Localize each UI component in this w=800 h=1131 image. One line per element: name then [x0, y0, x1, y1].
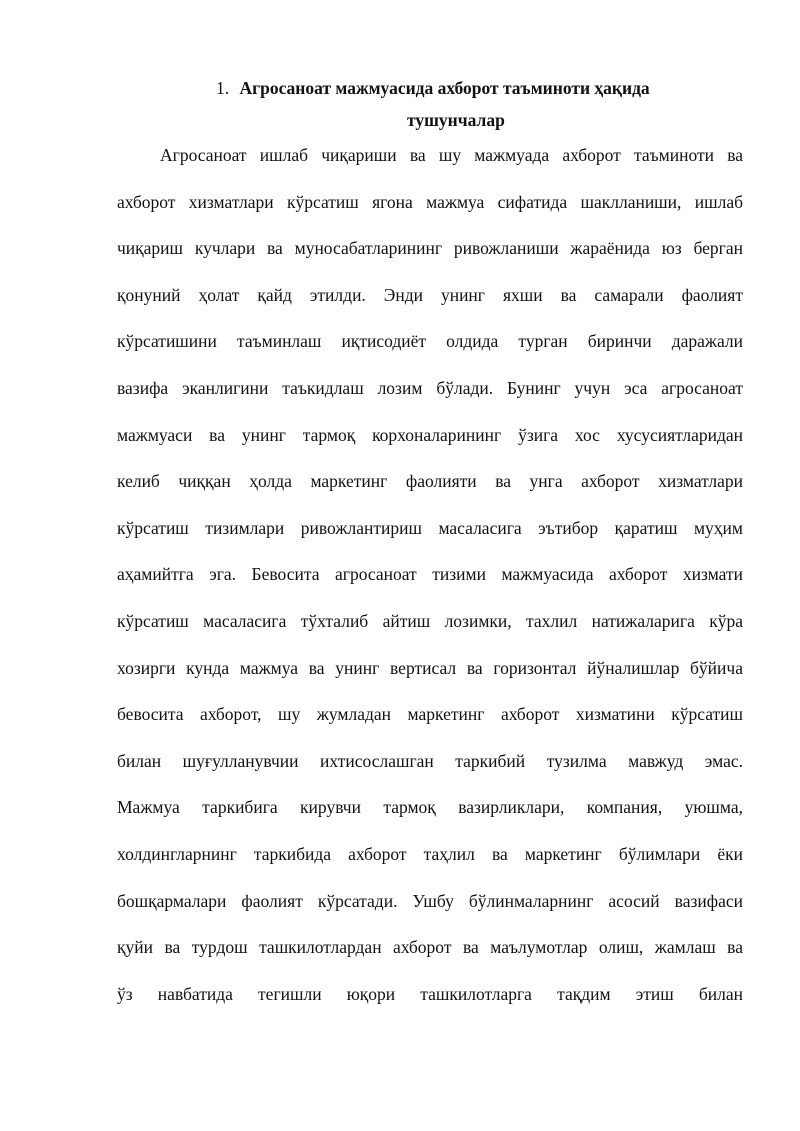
paragraph-line: мажмуаси ва унинг тармоқ корхоналарининг ўзига хос хусусиятларидан: [117, 425, 743, 445]
paragraph-line: қуйи ва турдош ташкилотлардан ахборот ва маълумотлар олиш, жамлаш ва: [117, 937, 743, 957]
paragraph-line: бошқармалари фаолият кўрсатади. Ушбу бўлинмаларнинг асосий вазифаси: [117, 891, 743, 911]
paragraph-line: холдингларнинг таркибида ахборот таҳлил ва маркетинг бўлимлари ёки: [117, 844, 743, 864]
paragraph-line: билан шуғулланувчии ихтисослашган таркибий тузилма мавжуд эмас.: [117, 751, 743, 771]
paragraph-line: бевосита ахборот, шу жумладан маркетинг ахборот хизматини кўрсатиш: [117, 704, 743, 724]
section-heading: [0, 78, 800, 98]
section-title-continuation: [0, 110, 800, 130]
section-title-line-1: Агросаноат мажмуасида ахборот таъминоти ҳақида: [239, 78, 650, 98]
paragraph-line: келиб чиққан ҳолда маркетинг фаолияти ва унга ахборот хизматлари: [117, 471, 743, 491]
paragraph-line: кўрсатиш масаласига тўхталиб айтиш лозимки, тахлил натижаларига кўра: [117, 611, 743, 631]
paragraph-line: вазифа эканлигини таъкидлаш лозим бўлади. Бунинг учун эса агросаноат: [117, 378, 743, 398]
paragraph-line: аҳамийтга эга. Бевосита агросаноат тизими мажмуасида ахборот хизмати: [117, 564, 743, 584]
section-number: 1.: [216, 78, 230, 98]
section-title-line-2: тушунчалар: [407, 110, 505, 130]
paragraph-line: ахборот хизматлари кўрсатиш ягона мажмуа сифатида шаклланиши, ишлаб: [117, 192, 743, 212]
paragraph-line: Агросаноат ишлаб чиқариши ва шу мажмуада ахборот таъминоти ва: [160, 145, 743, 165]
paragraph-line: кўрсатишини таъминлаш иқтисодиёт олдида турган биринчи даражали: [117, 331, 743, 351]
paragraph-line: Мажмуа таркибига кирувчи тармоқ вазирликлари, компания, уюшма,: [117, 797, 743, 817]
paragraph-line: ўз навбатида тегишли юқори ташкилотларга тақдим этиш билан: [117, 984, 743, 1004]
paragraph-line: хозирги кунда мажмуа ва унинг вертисал ва горизонтал йўналишлар бўйича: [117, 658, 743, 678]
paragraph-line: чиқариш кучлари ва муносабатларининг ривожланиши жараёнида юз берган: [117, 238, 743, 258]
paragraph-line: кўрсатиш тизимлари ривожлантириш масаласига эътибор қаратиш муҳим: [117, 518, 743, 538]
paragraph-line: қонуний ҳолат қайд этилди. Энди унинг яхши ва самарали фаолият: [117, 285, 743, 305]
